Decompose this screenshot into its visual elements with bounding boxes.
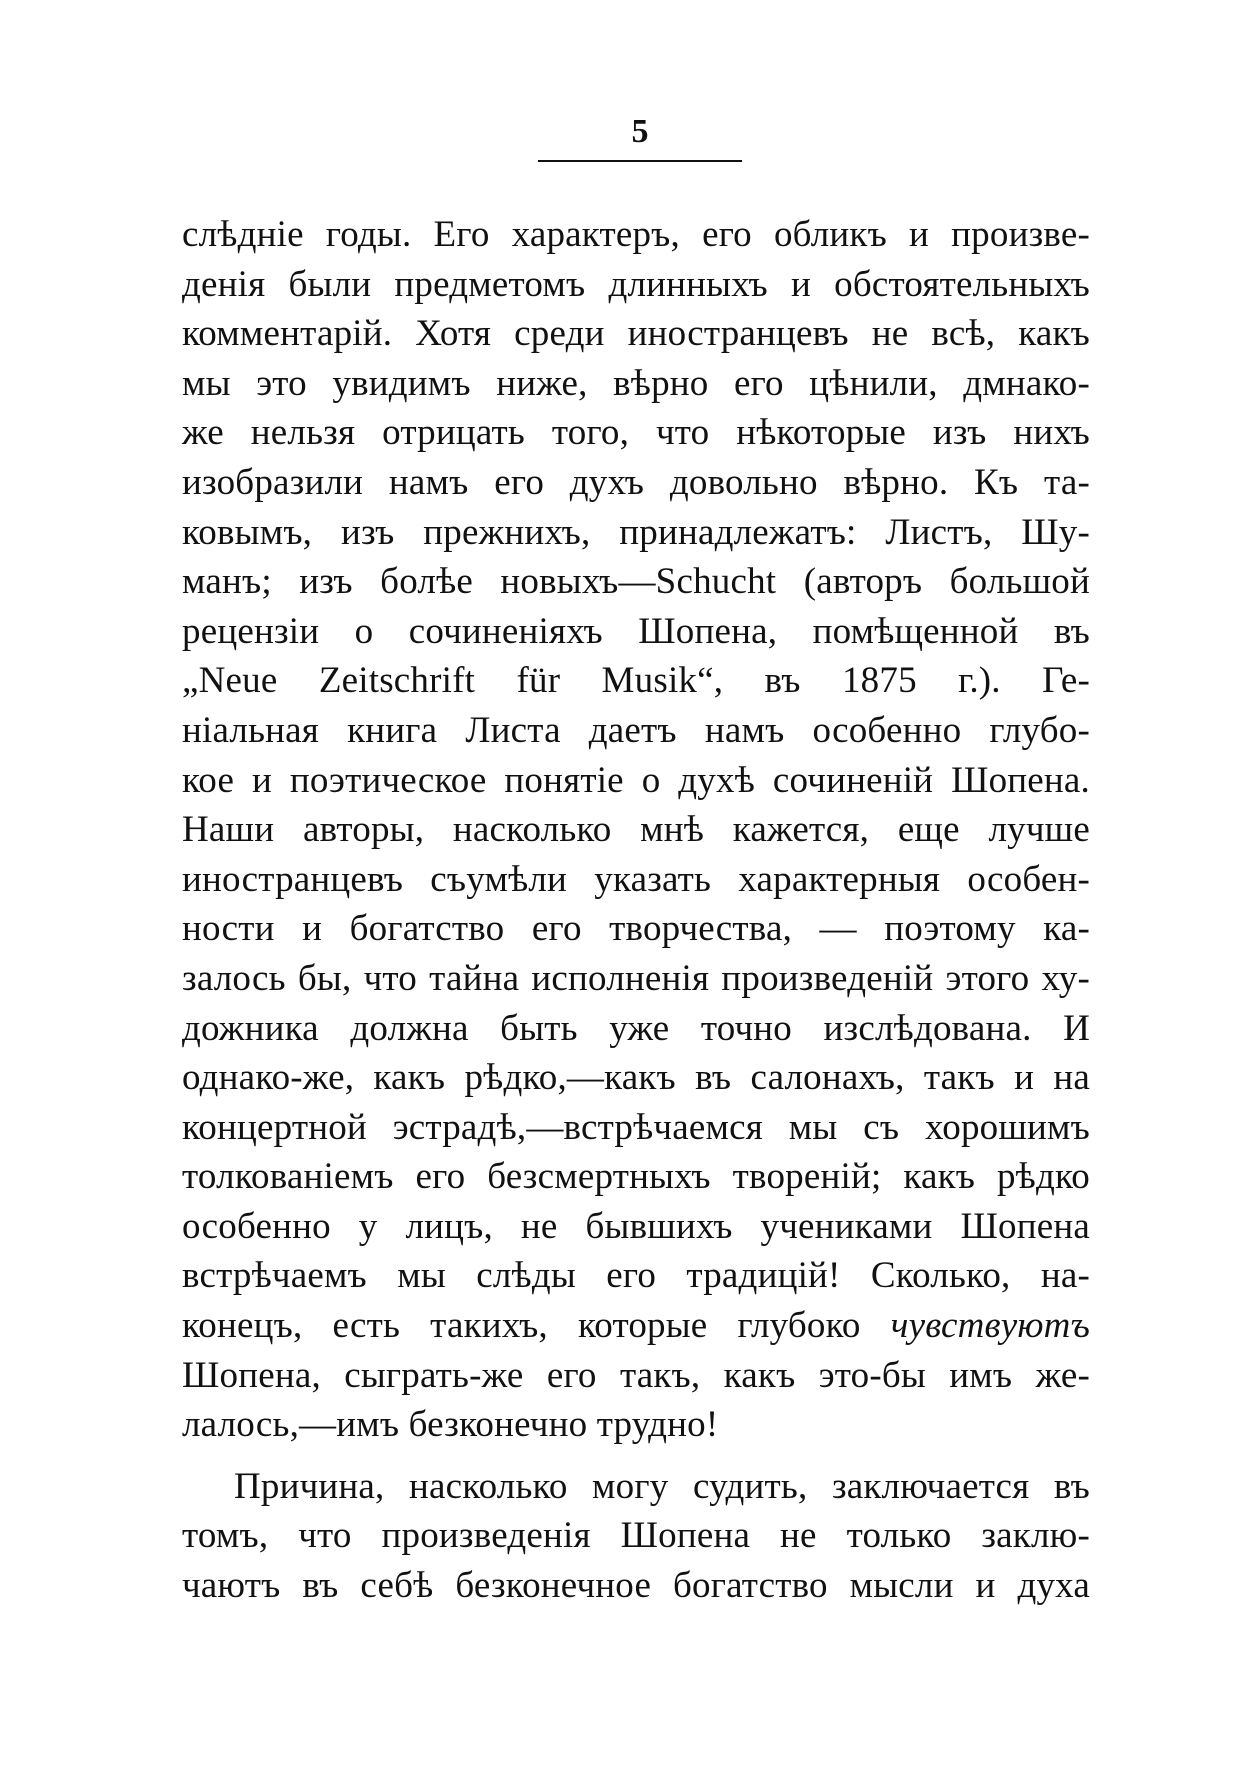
paragraph-1: [182, 210, 1090, 1450]
text-line: ніальная книга Листа даетъ намъ особенно глубо-: [182, 709, 1090, 751]
text-line: однако-же, какъ рѣдко,—какъ въ салонахъ, такъ и на: [182, 1057, 1090, 1099]
text-line: ности и богатство его творчества, — поэтому ка-: [182, 908, 1090, 950]
text-line: кое и поэтическое понятіе о духѣ сочиненій Шопена.: [182, 759, 1090, 801]
text-line: толкованіемъ его безсмертныхъ твореній; какъ рѣдко: [182, 1156, 1090, 1198]
text-line: залось бы, что тайна исполненія произведеній этого ху-: [182, 957, 1090, 999]
text-line: особенно у лицъ, не бывшихъ учениками Шопена: [182, 1205, 1090, 1247]
text-line: ковымъ, изъ прежнихъ, принадлежатъ: Листъ, Шу-: [182, 511, 1090, 553]
page-number: 5: [631, 113, 649, 150]
text-line: Шопена, сыграть-же его такъ, какъ это-бы имъ же-: [182, 1354, 1090, 1396]
text-line: денія были предметомъ длинныхъ и обстоятельныхъ: [182, 263, 1090, 305]
text-line: же нельзя отрицать того, что нѣкоторые изъ нихъ: [182, 412, 1090, 454]
paragraph-gap: [182, 1450, 1090, 1462]
header-rule: [538, 160, 742, 162]
text-line: мы это увидимъ ниже, вѣрно его цѣнили, дмнако-: [182, 362, 1090, 404]
text-line: концертной эстрадѣ,—встрѣчаемся мы съ хорошимъ: [182, 1106, 1090, 1148]
body-text: [182, 210, 1090, 1611]
text-line: Причина, насколько могу судить, заключается въ: [234, 1465, 1090, 1507]
text-line: слѣдніе годы. Его характеръ, его обликъ и произве-: [182, 214, 1090, 255]
text-line: „Neue Zeitschrift für Musik“, въ 1875 г.). Ге-: [182, 660, 1090, 702]
text-line: комментарій. Хотя среди иностранцевъ не всѣ, какъ: [182, 313, 1090, 355]
text-line: рецензіи о сочиненіяхъ Шопена, помѣщенной въ: [182, 610, 1090, 652]
text-line: встрѣчаемъ мы слѣды его традицій! Сколько, на-: [182, 1255, 1090, 1297]
text-line: изобразили намъ его духъ довольно вѣрно. Къ та-: [182, 461, 1090, 503]
text-line-with-emphasis: [182, 1301, 1090, 1351]
text-line: чаютъ въ себѣ безконечное богатство мысли и духа: [182, 1565, 1090, 1607]
text-segment: конецъ, есть такихъ, которые глубоко: [182, 1305, 861, 1347]
text-line: дожника должна быть уже точно изслѣдована. И: [182, 1007, 1090, 1049]
paragraph-2: [182, 1462, 1090, 1611]
emphasized-word: чувствуютъ: [890, 1305, 1091, 1347]
text-line: Наши авторы, насколько мнѣ кажется, еще лучше: [182, 809, 1090, 851]
text-line: лалось,—имъ безконечно трудно!: [182, 1404, 719, 1446]
text-line: иностранцевъ съумѣли указать характерныя особен-: [182, 858, 1090, 900]
text-line: томъ, что произведенія Шопена не только заклю-: [182, 1515, 1090, 1557]
text-line: манъ; изъ болѣе новыхъ—Schucht (авторъ большой: [182, 561, 1090, 603]
